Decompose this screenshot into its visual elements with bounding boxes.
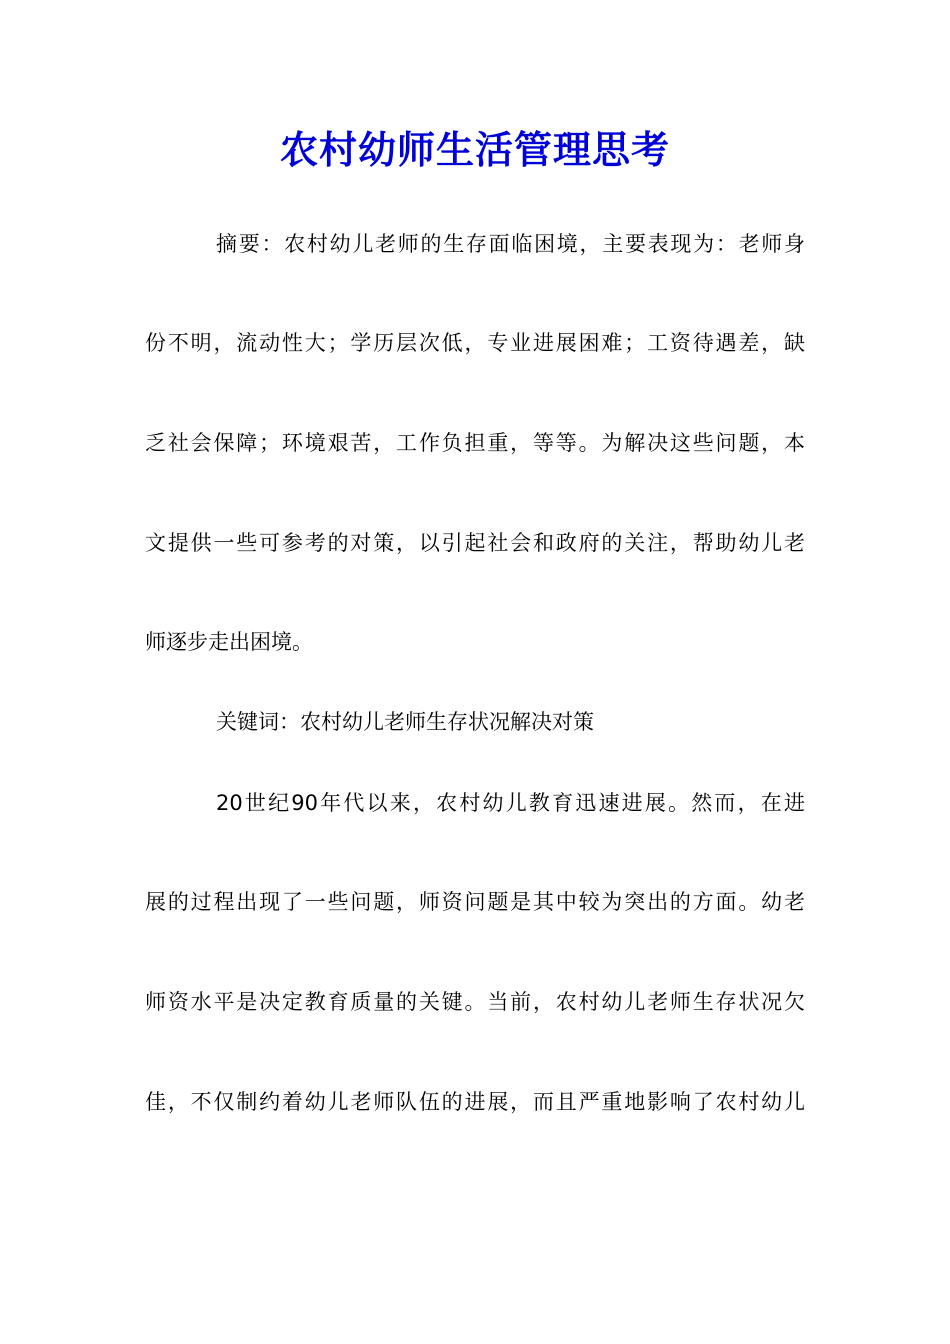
abstract-line-4: 文提供一些可参考的对策，以引起社会和政府的关注，帮助幼儿老 — [145, 531, 805, 555]
abstract-line-5: 师逐步走出困境。 — [145, 630, 313, 654]
abstract-line-1: 摘要：农村幼儿老师的生存面临困境，主要表现为：老师身 — [216, 232, 805, 256]
body-line-1: 20世纪90年代以来，农村幼儿教育迅速进展。然而，在进 — [216, 791, 805, 815]
document-title: 农村幼师生活管理思考 — [279, 127, 670, 172]
abstract-line-3: 乏社会保障；环境艰苦，工作负担重，等等。为解决这些问题，本 — [145, 431, 805, 455]
abstract-line-2: 份不明，流动性大；学历层次低，专业进展困难；工资待遇差，缺 — [145, 331, 805, 355]
body-line-4: 佳，不仅制约着幼儿老师队伍的进展，而且严重地影响了农村幼儿 — [145, 1090, 805, 1114]
body-line-2: 展的过程出现了一些问题，师资问题是其中较为突出的方面。幼老 — [145, 890, 805, 914]
keywords-line: 关键词：农村幼儿老师生存状况解决对策 — [216, 710, 594, 734]
body-line-3: 师资水平是决定教育质量的关键。当前，农村幼儿老师生存状况欠 — [145, 990, 805, 1014]
